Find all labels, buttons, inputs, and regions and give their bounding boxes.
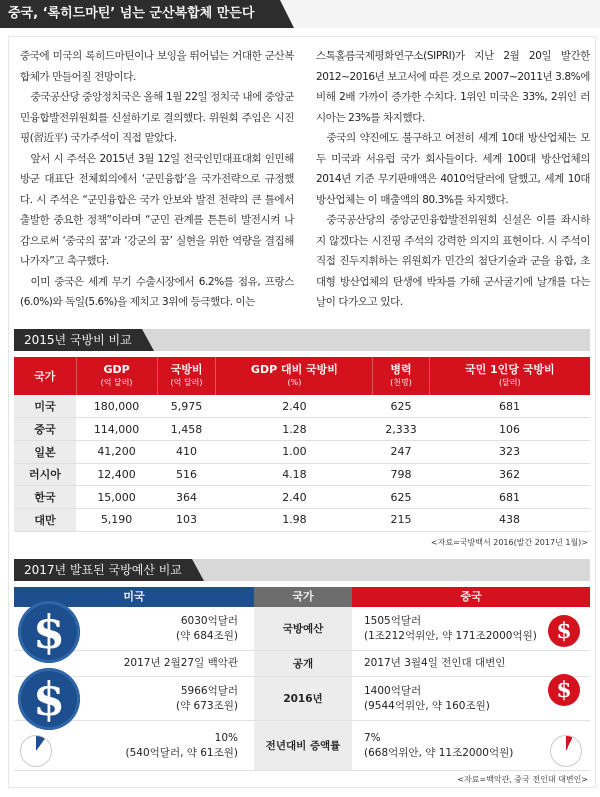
article-body bbox=[20, 46, 590, 313]
article-column-right bbox=[316, 46, 590, 313]
value-cell: 5,190 bbox=[76, 508, 157, 531]
table-row bbox=[14, 721, 590, 771]
headline: 중국, ‘록히드마틴’ 넘는 군산복합체 만든다 bbox=[0, 0, 280, 28]
row-label: 국방예산 bbox=[254, 607, 352, 650]
us-value: 2017년 2월27일 백악관 bbox=[123, 657, 238, 669]
us-growth-pie-icon bbox=[20, 735, 52, 767]
value-cell: 438 bbox=[429, 508, 590, 531]
paragraph: 중국공산당의 중앙군민융합발전위원회 신설은 이를 좌시하지 않겠다는 시진핑 주석의 강력한 의지의 표현이다. 시 주석이 직접 진두지휘하는 위원회가 민간의 첨단기술과 군을 융합, 초대형 방산업체의 탄생에 박차를 가해 군사굴기에 날개를 다는 날이 다가오고 있다. bbox=[316, 214, 590, 308]
table-row bbox=[14, 651, 590, 677]
table-header-row bbox=[14, 357, 590, 395]
value-cell: 106 bbox=[429, 418, 590, 441]
value-cell: 798 bbox=[373, 463, 429, 486]
column-header-category: 국가 bbox=[254, 587, 352, 607]
dollar-coin-icon: $ bbox=[18, 668, 80, 730]
column-header: GDP (억 달러) bbox=[76, 357, 157, 395]
china-value: 2017년 3월4일 전인대 대변인 bbox=[364, 657, 506, 669]
budget-comparison-table bbox=[14, 587, 590, 771]
china-growth-pie-icon bbox=[550, 735, 582, 767]
section-title: 2015년 국방비 비교 bbox=[14, 329, 142, 351]
paragraph: 중국공산당 중앙정치국은 올해 1월 22일 정치국 내에 중앙군민융합발전위원회를 신설하기로 결의했다. 위원회 주임은 시진핑(習近平) 국가주석이 직접 맡았다. bbox=[20, 91, 294, 144]
country-cell: 대만 bbox=[14, 508, 76, 531]
section-header-budget-2017 bbox=[14, 559, 590, 581]
value-cell: 364 bbox=[157, 486, 216, 509]
country-cell: 중국 bbox=[14, 418, 76, 441]
value-cell: 323 bbox=[429, 440, 590, 463]
value-cell: 681 bbox=[429, 395, 590, 418]
value-cell: 1.28 bbox=[216, 418, 373, 441]
value-cell: 4.18 bbox=[216, 463, 373, 486]
value-cell: 1.98 bbox=[216, 508, 373, 531]
country-cell: 미국 bbox=[14, 395, 76, 418]
value-cell: 410 bbox=[157, 440, 216, 463]
value-cell: 1,458 bbox=[157, 418, 216, 441]
value-cell: 2.40 bbox=[216, 486, 373, 509]
us-value: 5966억달러 (약 673조원) bbox=[175, 684, 238, 712]
value-cell: 247 bbox=[373, 440, 429, 463]
row-label: 공개 bbox=[254, 651, 352, 676]
value-cell: 681 bbox=[429, 486, 590, 509]
value-cell: 625 bbox=[373, 486, 429, 509]
value-cell: 41,200 bbox=[76, 440, 157, 463]
yuan-coin-icon: $ bbox=[548, 615, 580, 647]
value-cell: 5,975 bbox=[157, 395, 216, 418]
table-row bbox=[14, 486, 590, 509]
row-label: 2016년 bbox=[254, 677, 352, 720]
china-value: 1400억달러 (9544억위안, 약 160조원) bbox=[364, 684, 490, 712]
defense-spending-table bbox=[14, 357, 590, 532]
china-value: 1505억달러 (1조212억위안, 약 171조2000억원) bbox=[364, 614, 537, 642]
china-value: 7% (668억위안, 약 11조2000억원) bbox=[364, 731, 514, 759]
row-label: 전년대비 증액률 bbox=[254, 721, 352, 770]
article-column-left bbox=[20, 46, 294, 313]
country-cell: 일본 bbox=[14, 440, 76, 463]
us-value: 6030억달러 (약 684조원) bbox=[175, 614, 238, 642]
paragraph: 스톡홀름국제평화연구소(SIPRI)가 지난 2월 20일 발간한 2012~2016년 보고서에 따른 것으로 2007~2011년 3.8%에 비해 2배 가까이 증가한 수치다. 1위인 미국은 33%, 2위인 러시아는 23%를 차지했다. bbox=[316, 50, 590, 124]
section-header-defense-2015 bbox=[14, 329, 590, 351]
table-row bbox=[14, 607, 590, 651]
value-cell: 15,000 bbox=[76, 486, 157, 509]
table-row bbox=[14, 463, 590, 486]
column-header: 병력 (천명) bbox=[373, 357, 429, 395]
yuan-coin-icon: $ bbox=[548, 674, 580, 706]
us-value: 10% (540억달러, 약 61조원) bbox=[125, 731, 238, 759]
table-row bbox=[14, 418, 590, 441]
table-row bbox=[14, 440, 590, 463]
value-cell: 12,400 bbox=[76, 463, 157, 486]
table-body bbox=[14, 395, 590, 531]
value-cell: 2.40 bbox=[216, 395, 373, 418]
table-header-row bbox=[14, 587, 590, 607]
column-header: 국방비 (억 달러) bbox=[157, 357, 216, 395]
value-cell: 114,000 bbox=[76, 418, 157, 441]
country-cell: 한국 bbox=[14, 486, 76, 509]
value-cell: 362 bbox=[429, 463, 590, 486]
column-header: 국민 1인당 국방비 (달러) bbox=[429, 357, 590, 395]
value-cell: 2,333 bbox=[373, 418, 429, 441]
value-cell: 516 bbox=[157, 463, 216, 486]
source-note: <자료=백악관, 중국 전인대 대변인> bbox=[457, 775, 588, 784]
source-note: <자료=국방백서 2016(발간 2017년 1월)> bbox=[430, 538, 588, 547]
headline-bar bbox=[0, 0, 600, 28]
table-row bbox=[14, 395, 590, 418]
value-cell: 1.00 bbox=[216, 440, 373, 463]
paragraph: 중국에 미국의 록히드마틴이나 보잉을 뛰어넘는 거대한 군산복합체가 만들어질 전망이다. bbox=[20, 50, 294, 83]
column-header-china: 중국 bbox=[352, 587, 590, 607]
value-cell: 215 bbox=[373, 508, 429, 531]
paragraph: 중국의 약진에도 불구하고 여전히 세계 10대 방산업체는 모두 미국과 서유럽 국가 회사들이다. 세계 100대 방산업체의 2014년 기준 무기판매액은 4010억달러에 달했고, 세계 10대 방산업체는 이 매출액의 80.3%를 차지했다. bbox=[316, 132, 590, 206]
column-header: 국가 bbox=[14, 357, 76, 395]
table-row bbox=[14, 677, 590, 721]
table-row bbox=[14, 508, 590, 531]
section-title: 2017년 발표된 국방예산 비교 bbox=[14, 559, 192, 581]
value-cell: 180,000 bbox=[76, 395, 157, 418]
value-cell: 103 bbox=[157, 508, 216, 531]
country-cell: 러시아 bbox=[14, 463, 76, 486]
column-header: GDP 대비 국방비 (%) bbox=[216, 357, 373, 395]
column-header-us: 미국 bbox=[14, 587, 254, 607]
paragraph: 이미 중국은 세계 무기 수출시장에서 6.2%를 점유, 프랑스(6.0%)와 독일(5.6%)을 제치고 3위에 등극했다. 이는 bbox=[20, 275, 294, 308]
value-cell: 625 bbox=[373, 395, 429, 418]
dollar-coin-icon: $ bbox=[18, 601, 80, 663]
paragraph: 앞서 시 주석은 2015년 3월 12일 전국인민대표대회 인민해방군 대표단 전체회의에서 ‘군민융합’을 국가전략으로 규정했다. 시 주석은 “군민융합은 국가 안보와 발전 전략의 큰 틀에서 출발한 중요한 정책”이라며 “군민 관계를 튼튼히 발전시켜 나감으로써 ‘중국의 꿈’과 ‘강군의 꿈’ 실현을 위한 역량을 결집해 나가자”고 촉구했다. bbox=[20, 152, 294, 267]
